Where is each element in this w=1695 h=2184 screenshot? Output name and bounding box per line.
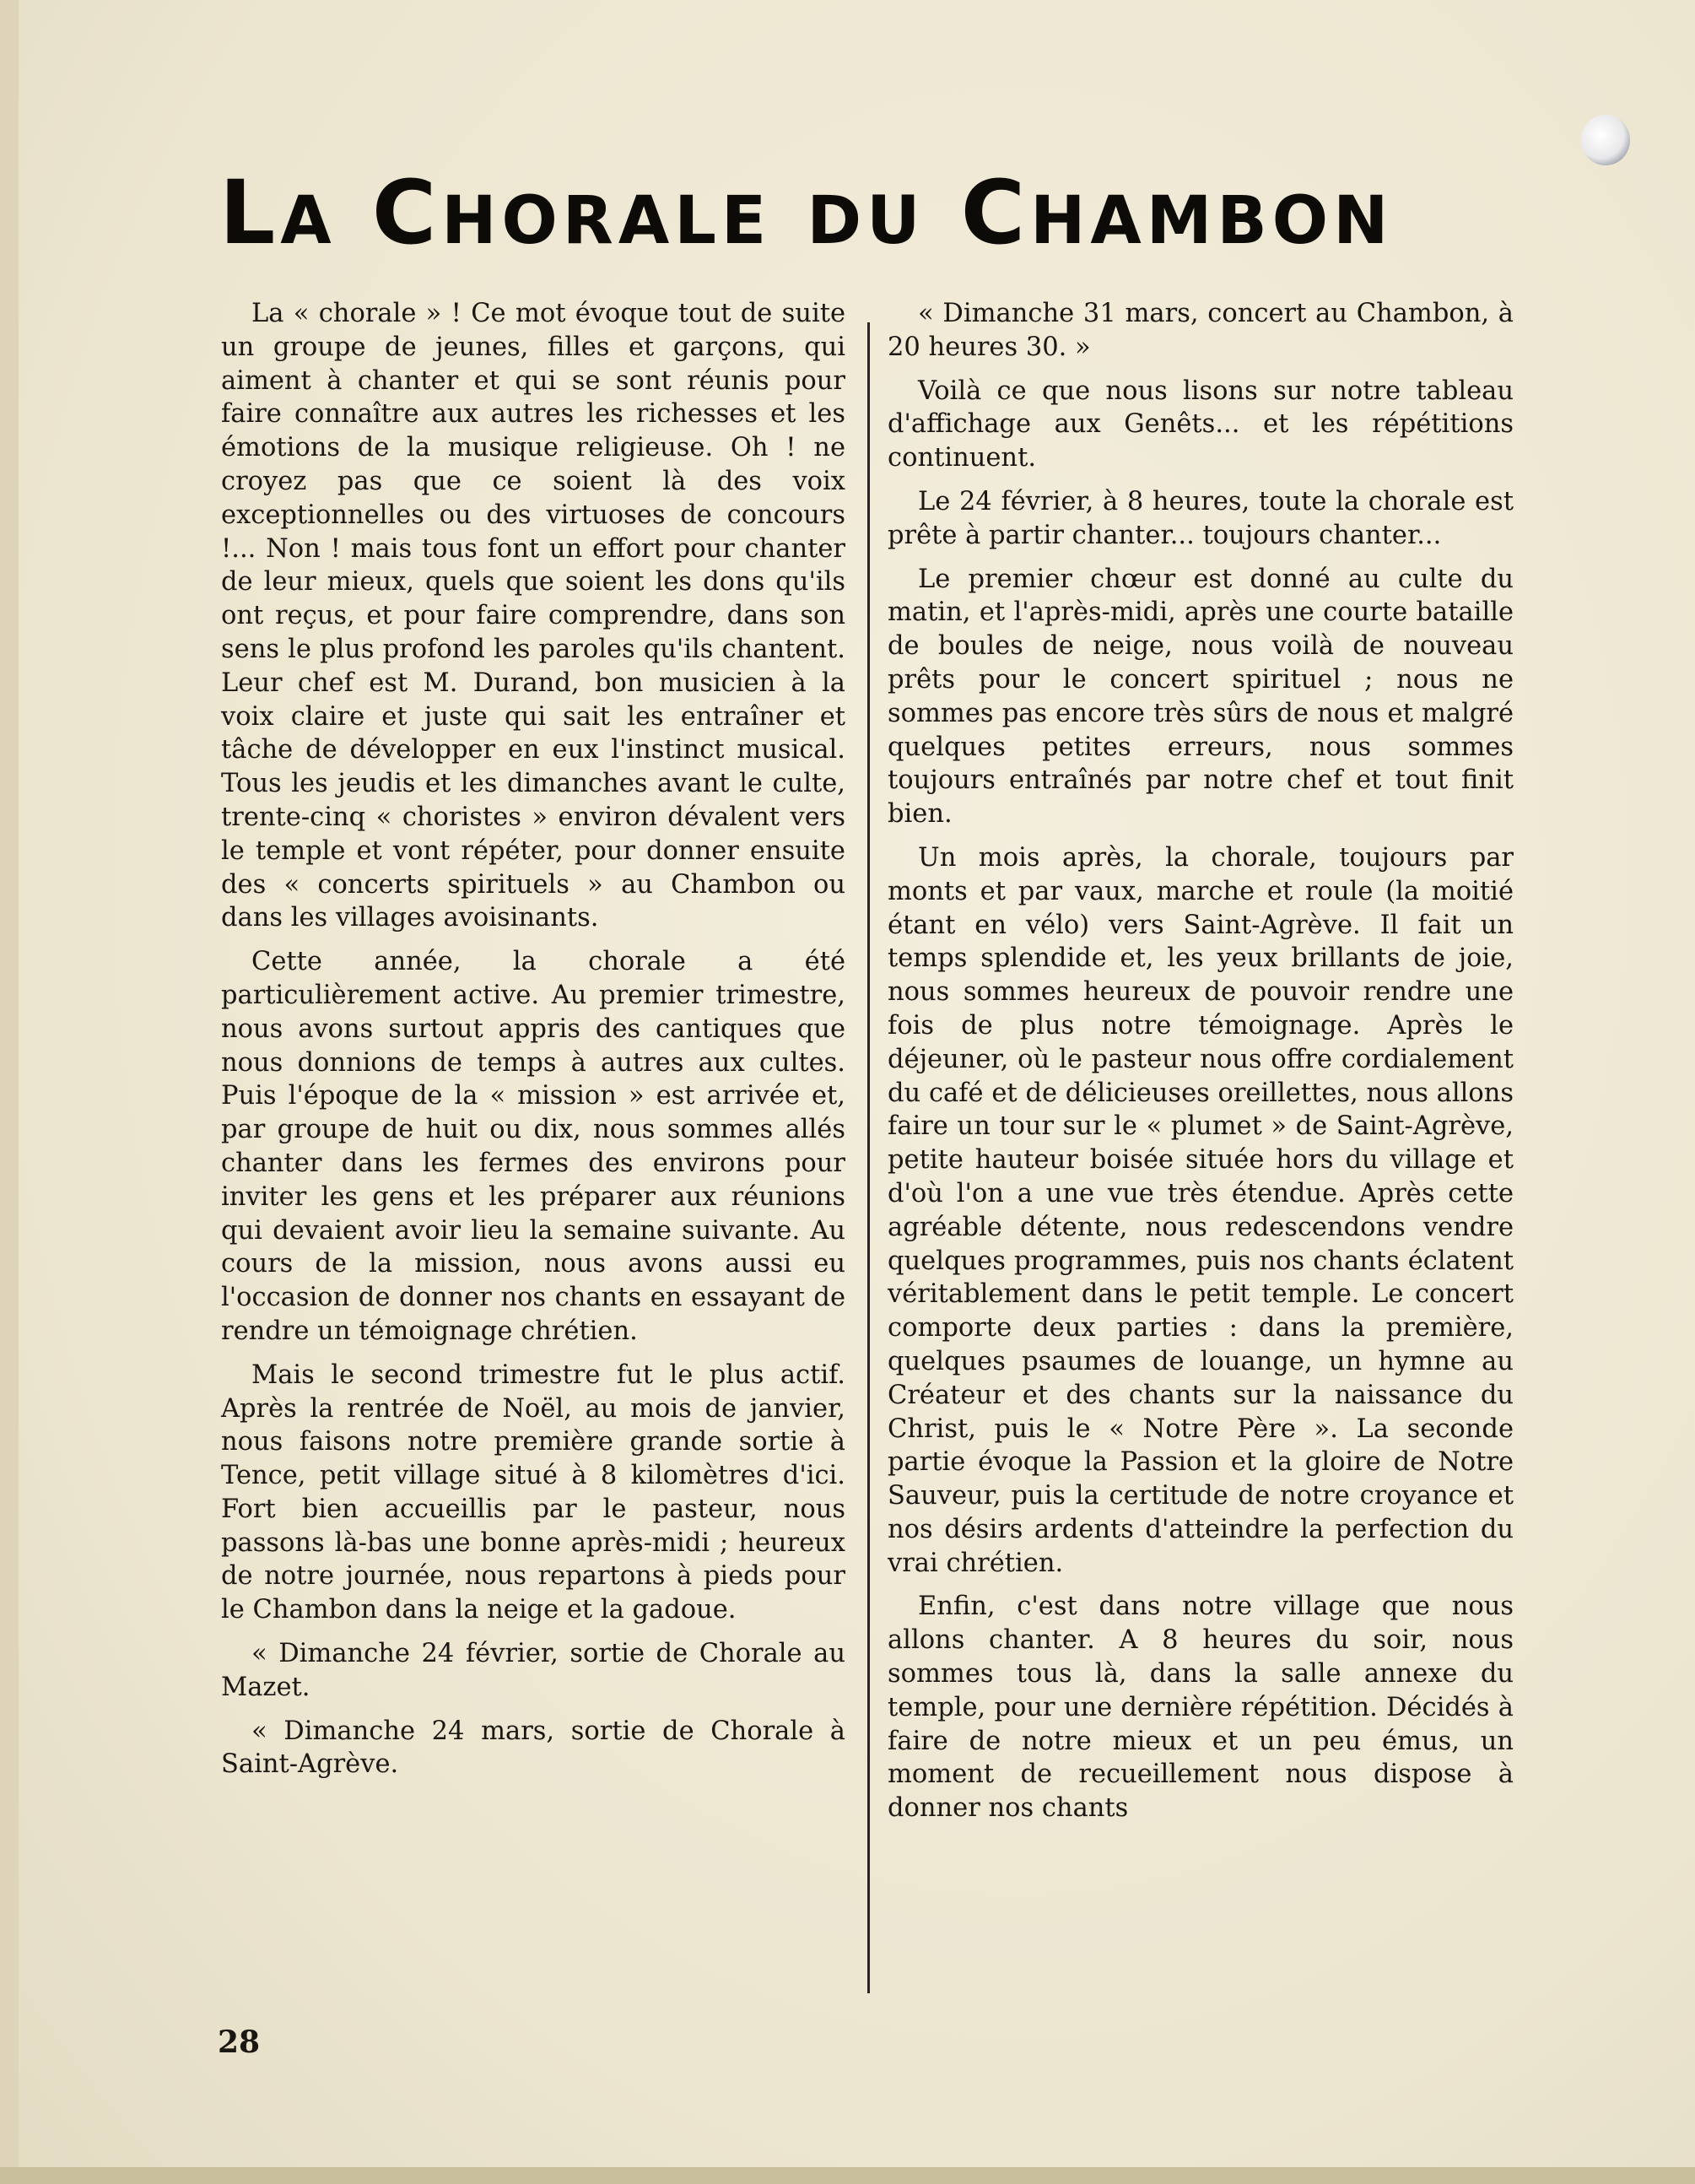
title-part4-small: HAMBON	[1030, 183, 1394, 259]
article-title	[219, 162, 1519, 263]
paragraph: « Dimanche 24 mars, sortie de Chorale à Saint-Agrève.	[221, 1716, 845, 1780]
paragraph: Le 24 février, à 8 heures, toute la chorale est prête à partir chanter... toujours chanter...	[888, 486, 1514, 550]
paragraph: « Dimanche 31 mars, concert au Chambon, à 20 heures 30. »	[888, 299, 1514, 362]
title-part1-small: A	[280, 183, 337, 259]
paragraph: Le premier chœur est donné au culte du matin, et l'après-midi, après une courte bataille de boules de neige, nous voilà de nouveau prêts pour le concert spirituel ; nous ne sommes pas encore très sûrs de nous et malgré quelques petites erreurs, nous sommes toujours entraînés par notre chef et tout finit bien.	[888, 564, 1514, 830]
title-part4-big: C	[960, 161, 1031, 264]
page-edge-bottom	[0, 2167, 1695, 2184]
paragraph: Enfin, c'est dans notre village que nous allons chanter. A 8 heures du soir, nous sommes tous là, dans la salle annexe du temple, pour une dernière répétition. Décidés à faire de notre mieux et un peu émus, un moment de recueillement nous dispose à donner nos chants	[888, 1592, 1514, 1824]
title-part2-small: HORALE	[441, 183, 772, 259]
paragraph: Cette année, la chorale a été particulièrement active. Au premier trimestre, nous avons surtout appris des cantiques que nous donnions de temps à autres aux cultes. Puis l'époque de la « mission » est arrivée et, par groupe de huit ou dix, nous sommes allés chanter dans les fermes des environs pour inviter les gens et les préparer aux réunions qui devaient avoir lieu la semaine suivante. Au cours de la mission, nous avons aussi eu l'occasion de donner nos chants en essayant de rendre un témoignage chrétien.	[221, 947, 845, 1346]
title-part3-small: DU	[807, 183, 926, 259]
column-divider	[867, 322, 870, 1993]
binder-hole	[1581, 115, 1630, 165]
paragraph: Un mois après, la chorale, toujours par monts et par vaux, marche et roule (la moitié étant en vélo) vers Saint-Agrève. Il fait un temps splendide et, les yeux brillants de joie, nous sommes heureux de pouvoir rendre une fois de plus notre témoignage. Après le déjeuner, où le pasteur nous offre cordialement du café et de délicieuses oreillettes, nous allons faire un tour sur le « plumet » de Saint-Agrève, petite hauteur boisée située hors du village et d'où l'on a une vue très étendue. Après cette agréable détente, nous redescendons vendre quelques programmes, puis nos chants éclatent véritablement dans le petit temple. Le concert comporte deux parties : dans la première, quelques psaumes de louange, un hymne au Créateur et des chants sur la naissance du Christ, puis le « Notre Père ». La seconde partie évoque la Passion et la gloire de Notre Sauveur, puis la certitude de notre croyance et nos désirs ardents d'atteindre la perfection du vrai chrétien.	[888, 842, 1514, 1578]
paragraph: La « chorale » ! Ce mot évoque tout de suite un groupe de jeunes, filles et garçons, qui aiment à chanter et qui se sont réunis pour faire connaître aux autres les richesses et les émotions de la musique religieuse. Oh ! ne croyez pas que ce soient là des voix exceptionnelles ou des virtuoses de concours !... Non ! mais tous font un effort pour chanter de leur mieux, quels que soient les dons qu'ils ont reçus, et pour faire comprendre, dans son sens le plus profond les paroles qu'ils chantent. Leur chef est M. Durand, bon musicien à la voix claire et juste qui sait les entraîner et tâche de développer en eux l'instinct musical. Tous les jeudis et les dimanches avant le culte, trente-cinq « choristes » environ dévalent vers le temple et vont répéter, pour donner ensuite des « concerts spirituels » au Chambon ou dans les villages avoisinants.	[221, 299, 845, 933]
title-part1-big: L	[219, 161, 281, 264]
title-part2-big: C	[371, 161, 442, 264]
page-number: 28	[218, 2025, 261, 2060]
right-column	[888, 297, 1514, 1835]
paragraph: Voilà ce que nous lisons sur notre tableau d'affichage aux Genêts... et les répétitions continuent.	[888, 376, 1514, 473]
left-column	[221, 297, 845, 1792]
page-edge-left	[0, 0, 19, 2184]
paragraph: Mais le second trimestre fut le plus actif. Après la rentrée de Noël, au mois de janvier, nous faisons notre première grande sortie à Tence, petit village situé à 8 kilomètres d'ici. Fort bien accueillis par le pasteur, nous passons là-bas une bonne après-midi ; heureux de notre journée, nous repartons à pieds pour le Chambon dans la neige et la gadoue.	[221, 1360, 845, 1625]
paragraph: « Dimanche 24 février, sortie de Chorale au Mazet.	[221, 1639, 845, 1702]
